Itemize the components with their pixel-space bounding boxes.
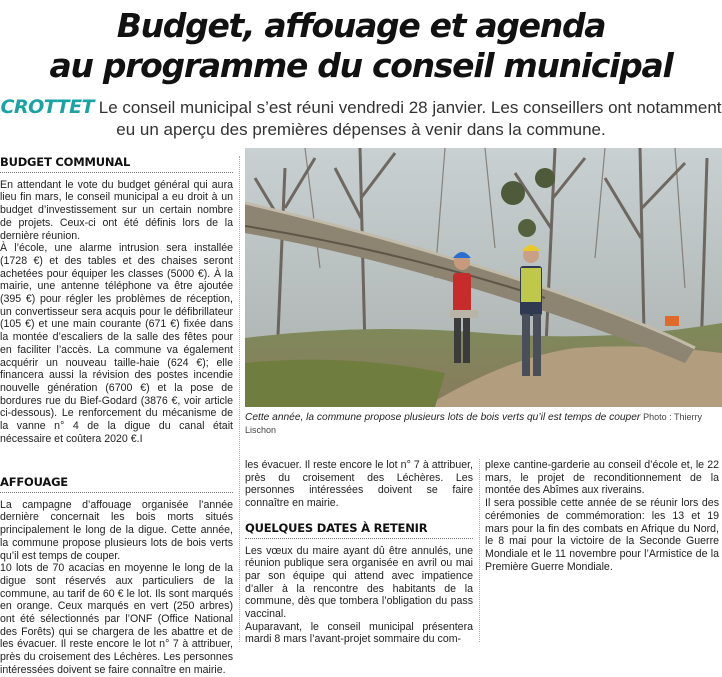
column-divider-1 (239, 156, 240, 642)
affouage-heading: AFFOUAGE (0, 476, 233, 493)
column-divider-2 (479, 459, 480, 642)
lead-text: Le conseil municipal s’est réuni vendredi 28 janvier. Les conseillers ont notamment eu un aperçu des premières dépenses à venir dans la commune. (98, 98, 722, 139)
headline (0, 6, 722, 86)
column-3 (485, 459, 719, 573)
caption-text: Cette année, la commune propose plusieurs lots de bois verts qu’il est temps de couper (245, 412, 641, 423)
column-2 (245, 459, 473, 646)
affouage-paragraph-1: La campagne d’affouage organisée l’année dernière concernait les bois morts situés principalement le long de la digue. Cette année, la commune propose plusieurs lots de bois verts qu’il est temps de couper. (0, 498, 233, 562)
dates-paragraph-1: Les vœux du maire ayant dû être annulés, une réunion publique sera organisée en avril ou mai par son équipe qui attend avec impatience d’aller à la rencontre des habitants de la commune, dès que tombera l’obligation du pass vaccinal. (245, 544, 473, 621)
budget-paragraph-2: À l’école, une alarme intrusion sera installée (1728 €) et des tables et des chaises seront achetées pour équiper les classes (5000 €). À la mairie, une antenne téléphone va être ajoutée (395 €) pour régler les problèmes de réception, un convertisseur sera acquis pour le défibrillateur (105 €) et une main courante (671 €) fixée dans la montée d’escaliers de la salle des fêtes pour en faciliter l’accès. La commune va également acquérir un nouveau taille-haie (624 €); elle financera aussi la révision des postes incendie nouvelle génération (6700 €) et la pose de bordures rue du Bief-Godard (3876 €, voir article ci-dessous). Le renforcement du mécanisme de la vanne n° 4 de la digue du canal était nécessaire et coûtera 2020 €.I (0, 242, 233, 445)
lead-paragraph (0, 96, 722, 141)
dates-paragraph-2-end: plexe cantine-garderie au conseil d’école et, le 22 mars, le projet de reconditionnement de la montée des Abîmes aux riverains. (485, 459, 719, 497)
dates-paragraph-2-start: Auparavant, le conseil municipal présentera mardi 8 mars l’avant-projet sommaire du com- (245, 620, 473, 646)
affouage-paragraph-2: 10 lots de 70 acacias en moyenne le long de la digue sont réservés aux particuliers de la commune, au tarif de 60 € le lot. Ils sont marqués en orange. Ceux marqués en vert (250 arbres) ont été sélectionnés par l’ONF (Office National des Forêts) qui se chargera de les abattre et de les évacuer. Il reste encore le lot n° 7 à attribuer, près du croisement des Léchères. Les personnes intéressées doivent se faire connaître en mairie. (0, 562, 233, 676)
location-kicker: CROTTET (0, 96, 95, 118)
photo-caption (245, 411, 722, 437)
budget-heading: BUDGET COMMUNAL (0, 156, 233, 173)
photo-credit: Photo : Thierry Lischon (245, 412, 702, 435)
affouage-section (0, 476, 233, 677)
budget-paragraph-1: En attendant le vote du budget général qui aura lieu fin mars, le conseil municipal a eu droit à un budget d’investissement sur un certain nombre de projets. Ceux-ci ont été définis lors de la dernière réunion. (0, 178, 233, 242)
dates-heading: QUELQUES DATES À RETENIR (245, 522, 473, 539)
headline-line-2: au programme du conseil municipal (49, 46, 673, 85)
article-photo (245, 148, 722, 407)
affouage-continuation: les évacuer. Il reste encore le lot n° 7 à attribuer, près du croisement des Léchères. Les personnes intéressées doivent se faire connaître en mairie. (245, 459, 473, 510)
tree-felling-illustration (245, 148, 722, 407)
headline-line-1: Budget, affouage et agenda (116, 6, 606, 45)
dates-paragraph-3: Il sera possible cette année de se réunir lors des cérémonies de commémoration: les 13 et 19 mars pour la fin des combats en Afrique du Nord, le 8 mai pour la victoire de la Seconde Guerre Mondiale et le 11 novembre pour l’Armistice de la Première Guerre Mondiale. (485, 497, 719, 573)
budget-section (0, 156, 233, 445)
